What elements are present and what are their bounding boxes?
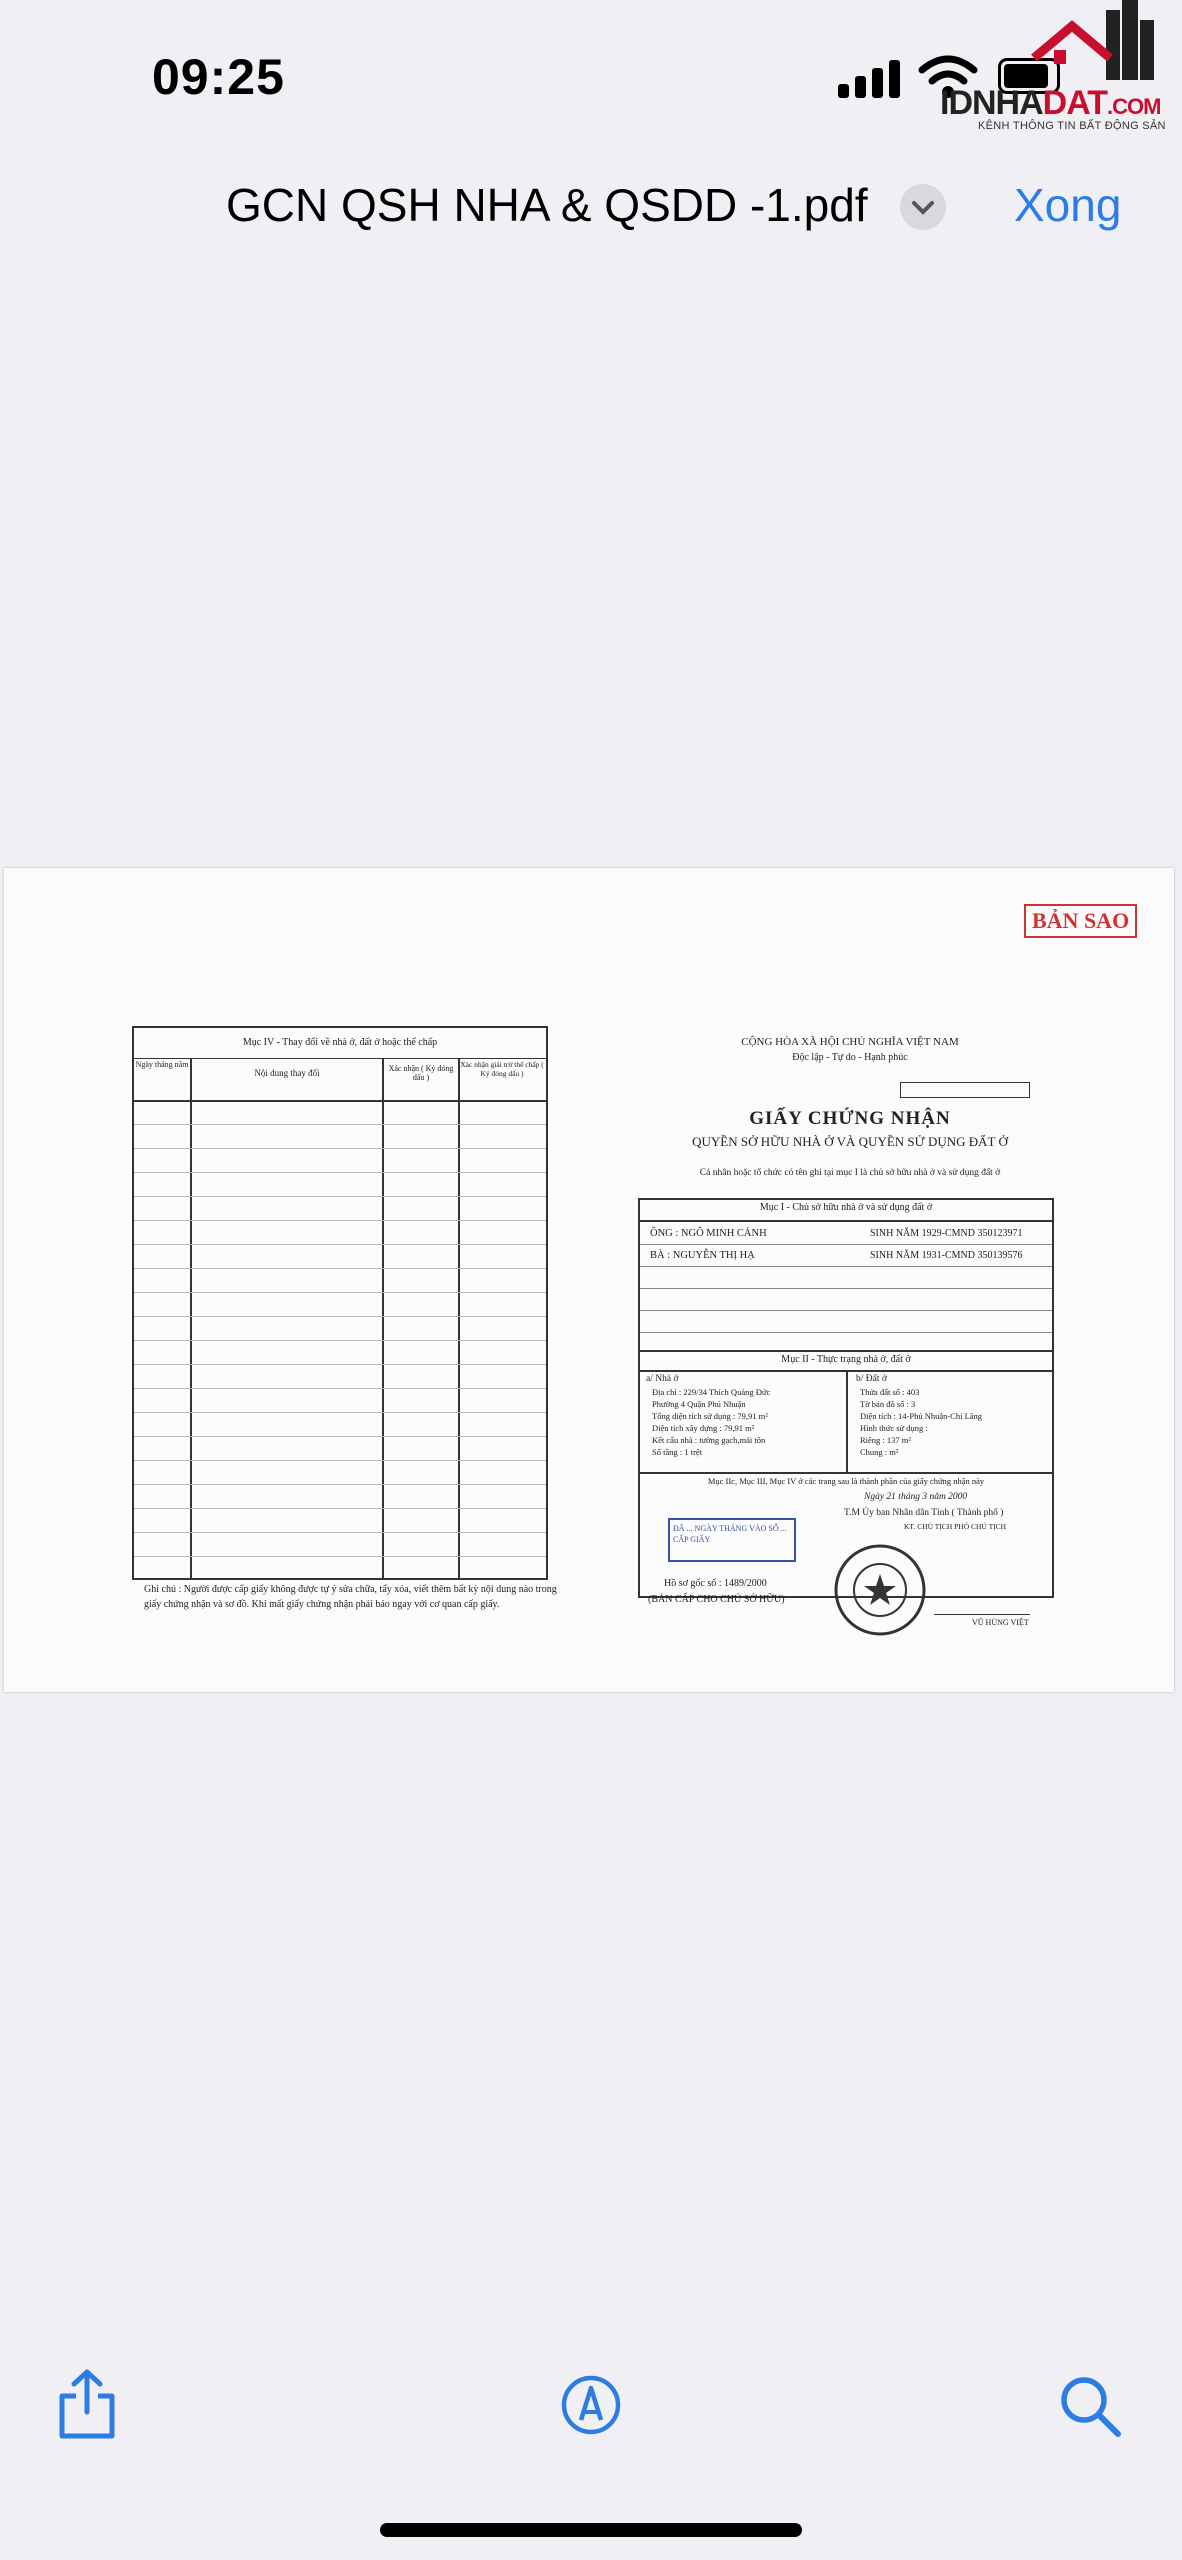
share-icon[interactable] bbox=[56, 2368, 118, 2440]
col-date-header: Ngày tháng năm bbox=[135, 1060, 189, 1069]
change-log-title: Mục IV - Thay đổi về nhà ở, đất ở hoặc thế chấp bbox=[134, 1028, 546, 1059]
table-rule bbox=[134, 1484, 546, 1485]
signer-name: VŨ HÙNG VIỆT bbox=[972, 1618, 1029, 1627]
serial-boxes bbox=[900, 1082, 1030, 1098]
watermark-logo bbox=[940, 0, 1182, 138]
cert-intro: Cá nhân hoặc tổ chức có tên ghi tại mục I là chủ sở hữu nhà ở và sử dụng đất ở bbox=[699, 1168, 1001, 1178]
table-rule bbox=[134, 1508, 546, 1509]
chairman-title: KT. CHỦ TỊCH PHÓ CHỦ TỊCH bbox=[904, 1522, 1007, 1531]
table-rule bbox=[134, 1268, 546, 1269]
table-rule bbox=[134, 1388, 546, 1389]
cert-title: GIẤY CHỨNG NHẬN bbox=[749, 1108, 951, 1129]
status-time: 09:25 bbox=[152, 49, 285, 105]
detail-line: Diện tích xây dựng : 79,91 m² bbox=[652, 1423, 755, 1433]
table-rule bbox=[134, 1292, 546, 1293]
watermark-tagline: KÊNH THÔNG TIN BẤT ĐỘNG SẢN bbox=[978, 120, 1166, 132]
detail-line: Chung : m² bbox=[860, 1447, 899, 1457]
col-confirm-header: Xác nhận ( Ký đóng dấu ) bbox=[388, 1064, 454, 1082]
buildings-logo-icon bbox=[994, 0, 1174, 86]
table-rule bbox=[134, 1220, 546, 1221]
owner-2-info: SINH NĂM 1931-CMND 350139576 bbox=[870, 1250, 1023, 1261]
issue-date: Ngày 21 tháng 3 năm 2000 bbox=[864, 1492, 968, 1502]
table-rule bbox=[134, 1316, 546, 1317]
record-number: Hồ sơ gốc số : 1489/2000 bbox=[664, 1578, 767, 1589]
cert-subtitle: QUYỀN SỞ HỮU NHÀ Ở VÀ QUYỀN SỬ DỤNG ĐẤT Ở bbox=[692, 1134, 1008, 1149]
detail-line: Địa chỉ : 229/34 Thích Quảng Đức bbox=[652, 1387, 771, 1397]
done-button[interactable]: Xong bbox=[1014, 179, 1122, 231]
owner-2-name: BÀ : NGUYỄN THỊ HẠ bbox=[650, 1250, 755, 1261]
detail-line: Hình thức sử dụng : bbox=[860, 1423, 928, 1433]
section-note: Mục IIc, Mục III, Mục IV ở các trang sau là thành phần của giấy chứng nhận này bbox=[707, 1476, 985, 1486]
detail-line: Phường 4 Quận Phú Nhuận bbox=[652, 1399, 746, 1409]
table-rule bbox=[134, 1196, 546, 1197]
table-rule bbox=[134, 1148, 546, 1149]
search-icon[interactable] bbox=[1058, 2374, 1122, 2438]
chevron-down-icon bbox=[900, 184, 946, 230]
note-text: Ghi chú : Người được cấp giấy không được tự ý sửa chữa, tẩy xóa, viết thêm bất kỳ nội dung nào trong giấy chứng nhận và sơ đồ. Khi mất giấy chứng nhận phải báo ngay với cơ quan cấp giấy. bbox=[144, 1584, 557, 1610]
owner-1-info: SINH NĂM 1929-CMND 350123971 bbox=[870, 1228, 1023, 1239]
detail-line: Tờ bản đồ số : 3 bbox=[860, 1399, 916, 1409]
title-menu-button[interactable] bbox=[900, 184, 946, 230]
col-content-header: Nội dung thay đổi bbox=[254, 1068, 320, 1078]
detail-line: Thửa đất số : 403 bbox=[860, 1387, 920, 1397]
house-label: a/ Nhà ở bbox=[646, 1374, 679, 1384]
copy-note: (BẢN CẤP CHO CHỦ SỞ HỮU) bbox=[648, 1594, 785, 1605]
table-rule bbox=[134, 1364, 546, 1365]
table-rule bbox=[134, 1124, 546, 1125]
motto: Độc lập - Tự do - Hạnh phúc bbox=[792, 1052, 908, 1063]
section-2-title: Mục II - Thực trạng nhà ở, đất ở bbox=[781, 1354, 911, 1365]
cellular-signal-icon bbox=[838, 58, 900, 98]
pdf-page[interactable] bbox=[4, 868, 1174, 1692]
detail-line: Tổng diện tích sử dụng : 79,91 m² bbox=[652, 1411, 768, 1421]
detail-line: Kết cấu nhà : tường gạch,mái tôn bbox=[652, 1435, 766, 1445]
table-rule bbox=[134, 1340, 546, 1341]
copy-stamp: BẢN SAO bbox=[1024, 904, 1137, 938]
markup-icon[interactable] bbox=[560, 2374, 622, 2436]
house-details bbox=[652, 1386, 852, 1458]
section-1-title: Mục I - Chủ sở hữu nhà ở và sử dụng đất ở bbox=[759, 1202, 933, 1213]
col-release-header: Xác nhận giải trừ thế chấp ( Ký đóng dấu ) bbox=[460, 1060, 544, 1078]
change-log-table bbox=[132, 1026, 548, 1580]
registration-stamp: ĐÃ ... NGÀY THÁNG VÀO SỔ ... CẤP GIẤY bbox=[668, 1518, 796, 1562]
land-label: b/ Đất ở bbox=[856, 1374, 887, 1384]
table-rule bbox=[134, 1172, 546, 1173]
nation-header: CỘNG HÒA XÃ HỘI CHỦ NGHĨA VIỆT NAM bbox=[741, 1036, 959, 1048]
table-rule bbox=[134, 1556, 546, 1557]
document-title[interactable]: GCN QSH NHA & QSDD -1.pdf bbox=[226, 179, 868, 231]
home-indicator[interactable] bbox=[380, 2523, 802, 2537]
detail-line: Số tầng : 1 trệt bbox=[652, 1447, 703, 1457]
official-seal-icon bbox=[830, 1540, 930, 1640]
owner-1-name: ÔNG : NGÔ MINH CẢNH bbox=[650, 1228, 767, 1239]
watermark-brand: IDNHADAT.COM bbox=[940, 84, 1161, 122]
detail-line: Diện tích : 14-Phú Nhuận-Chí Lăng bbox=[860, 1411, 983, 1421]
table-rule bbox=[134, 1412, 546, 1413]
table-rule bbox=[134, 1244, 546, 1245]
table-rule bbox=[134, 1460, 546, 1461]
authority: T.M Ủy ban Nhân dân Tỉnh ( Thành phố ) bbox=[844, 1508, 1004, 1518]
table-rule bbox=[134, 1532, 546, 1533]
table-rule bbox=[134, 1436, 546, 1437]
detail-line: Riêng : 137 m² bbox=[860, 1435, 911, 1445]
land-details bbox=[860, 1386, 1050, 1458]
